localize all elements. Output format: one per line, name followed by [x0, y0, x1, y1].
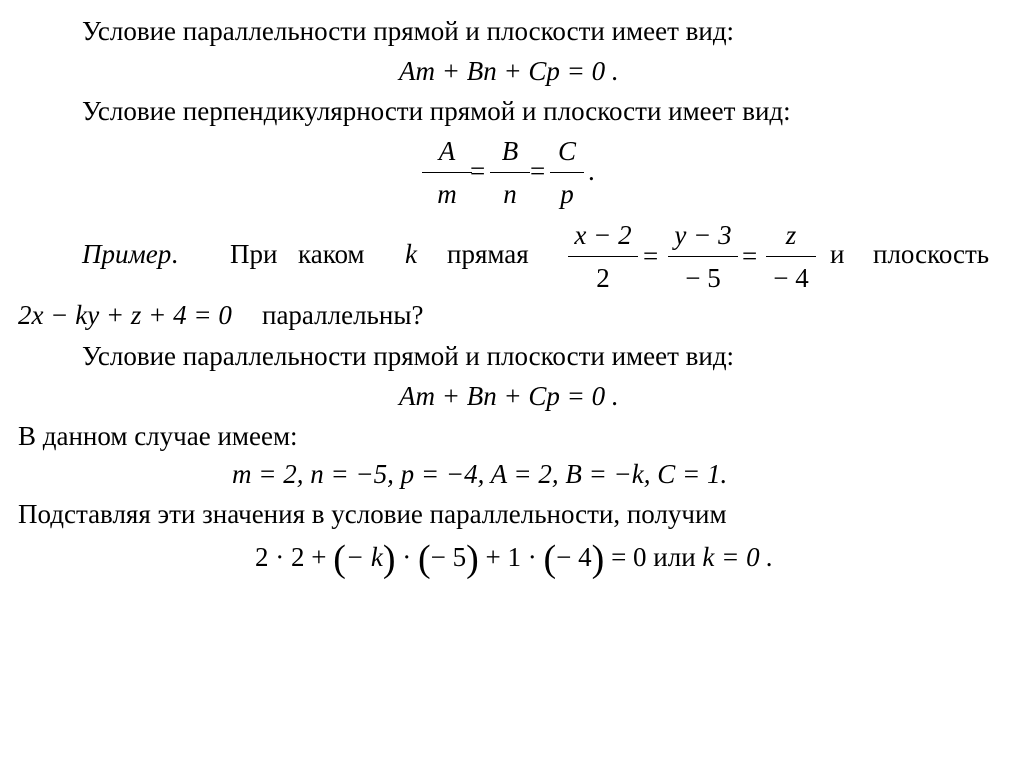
right-paren: )	[466, 538, 479, 580]
example-variable-k: k	[405, 239, 417, 269]
fraction-b-over-n	[490, 138, 530, 208]
parallel-condition-formula-1: Am + Bn + Cp = 0 .	[399, 56, 619, 86]
parallel-condition-heading-1: Условие параллельности прямой и плоскости имеет вид:	[82, 16, 735, 46]
denominator: m	[437, 179, 457, 210]
fraction-z-over-minus-4	[766, 222, 816, 292]
example-word-kakom: каком	[298, 239, 365, 269]
fraction-x-minus-2-over-2	[568, 222, 638, 292]
left-paren: (	[333, 538, 346, 580]
fraction-bar	[550, 172, 584, 173]
example-word-i: и	[830, 239, 845, 269]
right-paren: )	[382, 538, 396, 580]
left-paren: (	[418, 538, 431, 580]
example-word-ploskost: плоскость	[873, 239, 990, 269]
plane-question-text: параллельны?	[262, 300, 424, 330]
denominator: p	[560, 179, 574, 210]
numerator: A	[438, 136, 456, 166]
numerator: z	[785, 220, 797, 250]
given-values-heading: В данном случае имеем:	[18, 421, 298, 451]
final-part-5: + 1 ·	[485, 542, 537, 572]
right-paren: )	[591, 538, 605, 580]
example-word-pri: При	[230, 239, 278, 269]
plane-equation: 2x − ky + z + 4 = 0	[18, 300, 232, 330]
parallel-condition-formula-2: Am + Bn + Cp = 0 .	[399, 381, 619, 411]
substitution-heading: Подставляя эти значения в условие параллельности, получим	[18, 499, 727, 529]
period: .	[588, 156, 595, 186]
final-part-1: 2 · 2 +	[255, 542, 327, 572]
final-part-3: ·	[402, 542, 412, 572]
numerator: x − 2	[574, 220, 632, 250]
fraction-c-over-p	[550, 138, 584, 208]
equals-sign: =	[643, 241, 659, 271]
denominator: − 4	[773, 263, 809, 294]
parallel-condition-heading-2: Условие параллельности прямой и плоскости имеет вид:	[82, 341, 735, 371]
fraction-bar	[668, 256, 738, 257]
numerator: C	[557, 136, 576, 166]
fraction-bar	[490, 172, 530, 173]
final-part-6: − 4	[556, 542, 592, 572]
fraction-a-over-m	[422, 138, 472, 208]
denominator: 2	[596, 263, 610, 294]
denominator: n	[503, 179, 517, 210]
example-label: Пример.	[82, 239, 178, 269]
given-values-formula: m = 2, n = −5, p = −4, A = 2, B = −k, C = 1.	[232, 459, 728, 489]
final-equation	[255, 540, 773, 578]
fraction-y-minus-3-over-minus-5	[668, 222, 738, 292]
final-part-4: − 5	[430, 542, 467, 572]
fraction-bar	[422, 172, 472, 173]
perpendicular-condition-heading: Условие перпендикулярности прямой и плоскости имеет вид:	[82, 96, 791, 126]
numerator: B	[501, 136, 519, 166]
fraction-bar	[766, 256, 816, 257]
example-word-pryamaya: прямая	[447, 239, 529, 269]
final-part-8: k = 0 .	[702, 542, 774, 572]
equals-sign: =	[530, 156, 546, 186]
denominator: − 5	[685, 263, 721, 294]
final-part-2: − k	[345, 542, 383, 572]
equals-sign: =	[742, 241, 758, 271]
fraction-bar	[568, 256, 638, 257]
final-word-ili: или	[653, 542, 696, 572]
numerator: y − 3	[674, 220, 732, 250]
left-paren: (	[543, 538, 557, 580]
final-part-7: = 0	[611, 542, 647, 572]
equals-sign: =	[470, 156, 486, 186]
